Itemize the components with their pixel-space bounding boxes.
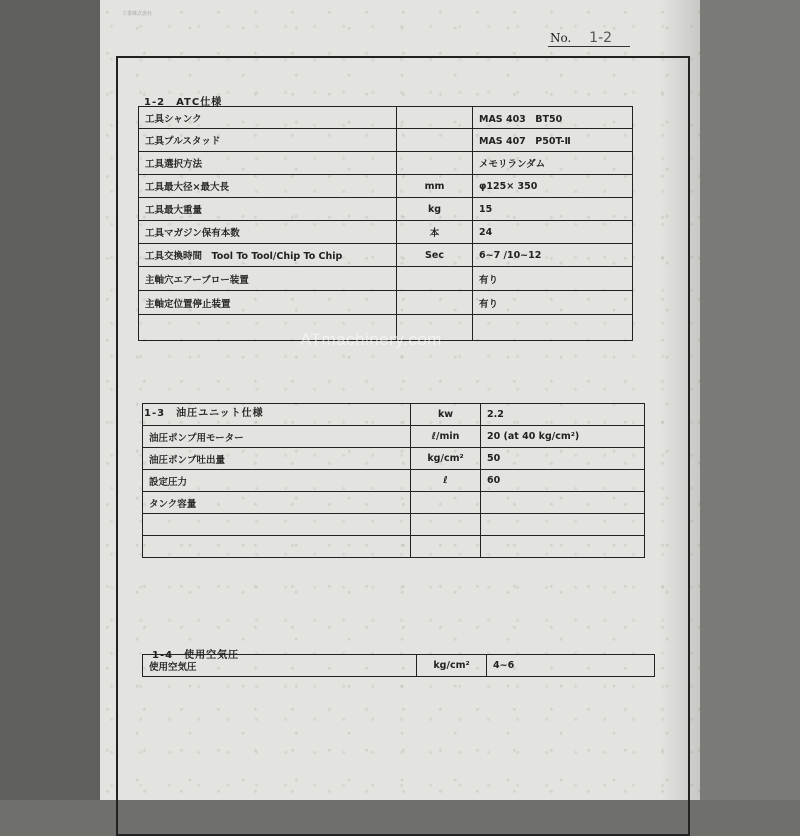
air-value-cell: 4~6	[487, 655, 655, 677]
atc-row	[139, 198, 633, 221]
page-number	[550, 30, 612, 46]
atc-section-title: 1-2 ATC仕様	[144, 97, 223, 108]
air-unit-cell: kg/cm²	[417, 655, 487, 677]
hydraulic-value-cell	[481, 514, 645, 536]
air-section-title: 1-4 使用空気圧	[152, 650, 240, 661]
air-item-cell: 使用空気圧	[143, 655, 417, 677]
watermark-text: ATmachinery.com	[300, 330, 442, 349]
atc-item-cell: 工具シャンク	[139, 107, 397, 129]
background-left	[0, 0, 110, 800]
hydraulic-row	[143, 514, 645, 536]
hydraulic-item-cell	[143, 514, 411, 536]
air-spec-table	[142, 654, 655, 677]
hydraulic-row	[143, 404, 645, 426]
hydraulic-unit-cell: kw	[411, 404, 481, 426]
hydraulic-item-cell	[143, 404, 411, 426]
hydraulic-unit-cell	[411, 492, 481, 514]
air-row	[143, 655, 655, 677]
atc-row	[139, 152, 633, 175]
page-number-value: 1-2	[589, 30, 613, 46]
atc-row	[139, 221, 633, 244]
hydraulic-item-cell: 設定圧力	[143, 470, 411, 492]
header-small-text: 工業株式会社	[122, 11, 153, 17]
atc-row	[139, 291, 633, 315]
atc-unit-cell	[397, 291, 473, 315]
hydraulic-unit-cell: ℓ	[411, 470, 481, 492]
atc-item-cell: 工具最大重量	[139, 198, 397, 221]
atc-unit-cell: kg	[397, 198, 473, 221]
background-right	[690, 0, 800, 800]
hydraulic-item-cell: 油圧ポンプ用モーター	[143, 426, 411, 448]
page-number-label: No.	[550, 31, 572, 45]
atc-value-cell: 15	[473, 198, 633, 221]
hydraulic-spec-table	[142, 403, 645, 558]
atc-item-cell: 工具プルスタッド	[139, 129, 397, 152]
atc-row	[139, 129, 633, 152]
atc-unit-cell	[397, 107, 473, 129]
atc-value-cell: 有り	[473, 267, 633, 291]
atc-value-cell: 有り	[473, 291, 633, 315]
hydraulic-unit-cell: ℓ/min	[411, 426, 481, 448]
atc-item-cell: 主軸穴エアーブロー装置	[139, 267, 397, 291]
atc-unit-cell	[397, 152, 473, 175]
hydraulic-unit-cell	[411, 514, 481, 536]
atc-item-cell: 工具マガジン保有本数	[139, 221, 397, 244]
atc-value-cell	[473, 315, 633, 341]
atc-unit-cell: mm	[397, 175, 473, 198]
hydraulic-item-cell: 油圧ポンプ吐出量	[143, 448, 411, 470]
hydraulic-item-cell: タンク容量	[143, 492, 411, 514]
document-sheet	[100, 0, 700, 800]
atc-row	[139, 107, 633, 129]
hydraulic-row	[143, 470, 645, 492]
atc-row	[139, 244, 633, 267]
hydraulic-value-cell: 2.2	[481, 404, 645, 426]
atc-value-cell: メモリランダム	[473, 152, 633, 175]
atc-unit-cell: 本	[397, 221, 473, 244]
atc-item-cell: 工具交換時間 Tool To Tool/Chip To Chip	[139, 244, 397, 267]
page-number-underline	[548, 46, 630, 47]
hydraulic-value-cell	[481, 492, 645, 514]
atc-value-cell: φ125× 350	[473, 175, 633, 198]
atc-value-cell: 6~7 /10~12	[473, 244, 633, 267]
atc-value-cell: MAS 403 BT50	[473, 107, 633, 129]
atc-spec-table	[138, 106, 633, 341]
atc-row	[139, 175, 633, 198]
atc-unit-cell	[397, 129, 473, 152]
hydraulic-row	[143, 448, 645, 470]
atc-item-cell: 主軸定位置停止装置	[139, 291, 397, 315]
hydraulic-row	[143, 536, 645, 558]
atc-row	[139, 267, 633, 291]
hydraulic-section-title: 1-3 油圧ユニット仕様	[144, 408, 264, 419]
hydraulic-value-cell	[481, 536, 645, 558]
hydraulic-item-cell	[143, 536, 411, 558]
atc-unit-cell	[397, 267, 473, 291]
hydraulic-value-cell: 50	[481, 448, 645, 470]
atc-value-cell: 24	[473, 221, 633, 244]
hydraulic-row	[143, 492, 645, 514]
atc-item-cell: 工具選択方法	[139, 152, 397, 175]
atc-unit-cell: Sec	[397, 244, 473, 267]
atc-value-cell: MAS 407 P50T-Ⅱ	[473, 129, 633, 152]
hydraulic-value-cell: 20 (at 40 kg/cm²)	[481, 426, 645, 448]
hydraulic-value-cell: 60	[481, 470, 645, 492]
hydraulic-row	[143, 426, 645, 448]
hydraulic-unit-cell	[411, 536, 481, 558]
atc-item-cell: 工具最大径×最大長	[139, 175, 397, 198]
hydraulic-unit-cell: kg/cm²	[411, 448, 481, 470]
